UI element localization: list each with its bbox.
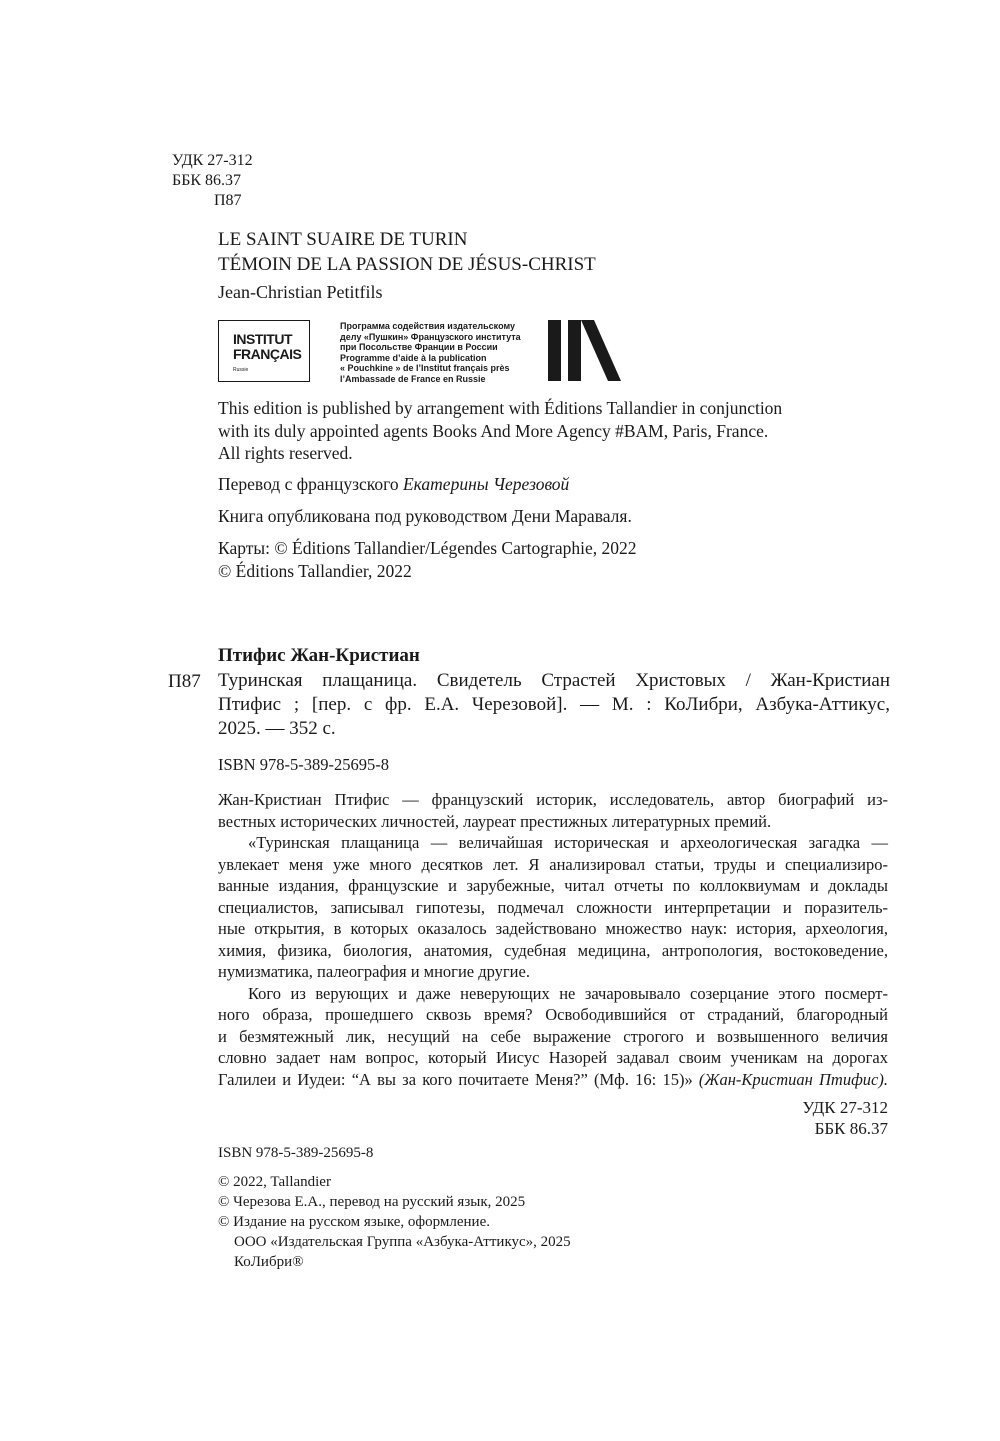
institut-mark-icon [548,320,624,382]
classification-codes [172,151,253,211]
translation-credit: Перевод с французского Екатерины Черезовой [218,474,570,494]
maps-and-copyright [218,537,637,582]
bib-description: Туринская плащаница. Свидетель Страстей Христовых / Жан-Кристиан Птифис ; [пер. с фр. Е.А. Черезовой]. — М. : КоЛибри, Азбука-Аттикус, 2025. — 352 с. [218,670,890,739]
original-title [218,227,596,277]
copyright-block: © 2022, Tallandier © Черезова Е.А., перевод на русский язык, 2025 © Издание на русском языке, оформление. ООО «Издательская Группа «Азбука-Аттикус», 2025 КоЛибри® [218,1174,571,1270]
original-title-line-1: LE SAINT SUAIRE DE TURIN [218,229,468,250]
original-title-line-2: TÉMOIN DE LA PASSION DE JÉSUS-CHRIST [218,254,596,275]
udk-code: УДК 27-312 [172,152,253,169]
annotation: Жан-Кристиан Птифис — французский историк, исследователь, автор биографий из- вестных исторических личностей, лауреат престижных литературных премий. «Туринская плащаница — величайшая историческая и археологическая загадка — увлекает меня уже много десятков лет. Я анализировал статьи, труды и специализиро- ванные издания, французские и зарубежные, читал отчеты по коллоквиумам и доклады специалистов, записывал гипотезы, подмечал сложности интерпретации и поразитель- ные открытия, в которых оказалось задействовано множество наук: история, археология, химия, физика, биология, анатомия, судебная медицина, антропология, востоковедение, нумизматика, палеография и многие другие. Кого из верующих и даже неверующих не зачаровывало созерцание этого посмерт- ного образа, прошедшего сквозь время? Освободившийся от страданий, благородный и безмятежный лик, несущий на себе выражение строгого и возвышенного величия словно задает нам вопрос, который Иисус Назорей задавал своим ученикам на дорогах Галилеи и Иудеи: “А вы за кого почитаете Меня?” (Мф. 16: 15)» (Жан-Кристиан Птифис). [218,790,888,1089]
bib-author-mark: П87 [168,671,201,692]
institut-francais-logo [218,320,310,382]
published-under: Книга опубликована под руководством Дени Мараваля. [218,506,632,526]
original-author: Jean-Christian Petitfils [218,282,383,302]
maps-credit: Карты: © Éditions Tallandier/Légendes Cartographie, 2022 [218,538,637,558]
bbk-code: ББК 86.37 [172,172,242,189]
pushkin-program-text: Программа содействия издательскому делу «Пушкин» Французского института при Посольстве Франции в России Programme d’aide à la publication « Pouchkine » de l’Institut français près l’Ambassade de France en Russie [340,321,521,384]
udk-bbk-block: УДК 27-312 ББК 86.37 [802,1098,888,1138]
tallandier-copyright: © Éditions Tallandier, 2022 [218,560,412,581]
isbn-bottom: ISBN 978-5-389-25695-8 [218,1145,374,1161]
translator-name: Екатерины Черезовой [402,474,570,494]
bib-author-heading: Птифис Жан-Кристиан [218,645,420,666]
annotation-last-line: Галилеи и Иудеи: “А вы за кого почитаете Меня?” (Мф. 16: 15)» (Жан-Кристиан Птифис). [218,1069,888,1089]
author-mark: П87 [214,192,242,209]
institut-logo-sub: Russie [233,367,249,373]
edition-notice: This edition is published by arrangement with Éditions Tallandier in conjunction with its duly appointed agents Books And More Agency #BAM, Paris, France. All rights reserved. [218,398,783,463]
institut-logo-text: INSTITUT FRANÇAIS [233,331,302,362]
bib-isbn: ISBN 978-5-389-25695-8 [218,755,389,774]
